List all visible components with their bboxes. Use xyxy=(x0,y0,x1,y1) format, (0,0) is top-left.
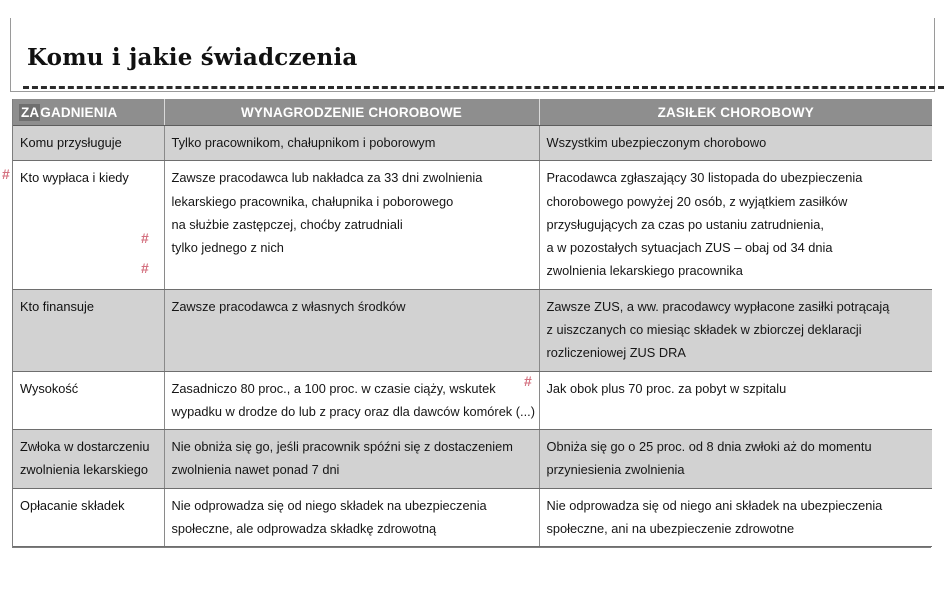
row-cell-col2 xyxy=(164,126,539,161)
table-header xyxy=(13,99,932,126)
column-header-zasilek-chorobowy: ZASIŁEK CHOROBOWY xyxy=(539,99,932,126)
row-cell-col3 xyxy=(539,161,932,289)
cell-line: Zawsze pracodawca z własnych środków xyxy=(171,298,406,314)
revision-hash-icon: # xyxy=(2,166,10,182)
column-header-za-rest: GADNIENIA xyxy=(40,104,118,120)
title-block xyxy=(10,18,935,92)
cell-line: a w pozostałych sytuacjach ZUS – obaj od 34 dnia xyxy=(546,240,833,256)
table-row xyxy=(13,161,932,289)
cell-line: Nie odprowadza się od niego ani składek na ubezpieczenia xyxy=(546,497,883,513)
table-row xyxy=(13,430,932,489)
cell-line: Kto finansuje xyxy=(20,298,94,314)
cell-line: przysługujących za czas po ustaniu zatrudnienia, xyxy=(546,216,824,232)
row-cell-col3 xyxy=(539,488,932,547)
row-cell-col3 xyxy=(539,430,932,489)
row-cell-col3 xyxy=(539,289,932,371)
cell-line: Zwłoka w dostarczeniu xyxy=(20,439,150,455)
row-cell-col2 xyxy=(164,289,539,371)
cell-line: Pracodawca zgłaszający 30 listopada do ubezpieczenia xyxy=(546,170,863,186)
table-body xyxy=(13,126,932,547)
table-row xyxy=(13,126,932,161)
cell-line: Zasadniczo 80 proc., a 100 proc. w czasie ciąży, wskutek xyxy=(171,380,496,396)
row-cell-col2 xyxy=(164,488,539,547)
cell-line: Nie odprowadza się od niego składek na ubezpieczenia xyxy=(171,497,487,513)
cell-line: z uiszczanych co miesiąc składek w zbiorczej deklaracji xyxy=(546,321,862,337)
revision-hash-icon: # xyxy=(141,230,149,246)
comparison-table xyxy=(13,99,932,547)
row-cell-col2 xyxy=(164,371,539,430)
page-title: Komu i jakie świadczenia xyxy=(27,44,358,71)
cell-line: Tylko pracownikom, chałupnikom i poborowym xyxy=(171,135,436,150)
cell-line: Opłacanie składek xyxy=(20,497,125,513)
cell-line: Wysokość xyxy=(20,380,79,396)
row-cell-label xyxy=(13,430,164,489)
cell-line: zwolnienia nawet ponad 7 dni xyxy=(171,462,340,478)
title-dashed-rule xyxy=(23,86,944,89)
cell-line: lekarskiego pracownika, chałupnika i poborowego xyxy=(171,193,454,209)
cell-line: zwolnienia lekarskiego xyxy=(20,462,149,478)
row-cell-col2 xyxy=(164,161,539,289)
cell-line: tylko jednego z nich xyxy=(171,240,284,256)
row-cell-label xyxy=(13,289,164,371)
revision-hash-icon: # xyxy=(524,373,532,389)
column-header-zagadnienia xyxy=(13,99,164,126)
cell-line: Wszystkim ubezpieczonym chorobowo xyxy=(546,135,767,150)
revision-hash-icon: # xyxy=(141,260,149,276)
cell-line: społeczne, ale odprowadza składkę zdrowotną xyxy=(171,520,437,536)
comparison-table-wrapper xyxy=(12,99,931,548)
cell-line: społeczne, ani na ubezpieczenie zdrowotne xyxy=(546,520,795,536)
row-cell-label xyxy=(13,126,164,161)
cell-line: Kto wypłaca i kiedy xyxy=(20,170,129,186)
cell-line: chorobowego powyżej 20 osób, z wyjątkiem zasiłków xyxy=(546,193,848,209)
cell-line: wypadku w drodze do lub z pracy oraz dla dawców komórek (...) xyxy=(171,403,535,419)
cell-line: Jak obok plus 70 proc. za pobyt w szpitalu xyxy=(546,380,787,396)
table-row xyxy=(13,371,932,430)
row-cell-col3 xyxy=(539,126,932,161)
row-cell-label xyxy=(13,488,164,547)
cell-line: Zawsze pracodawca lub nakładca za 33 dni zwolnienia xyxy=(171,170,483,186)
column-header-za-prefix: ZA xyxy=(21,104,40,120)
column-header-wynagrodzenie-chorobowe: WYNAGRODZENIE CHOROBOWE xyxy=(164,99,539,126)
row-cell-col3 xyxy=(539,371,932,430)
cell-line: zwolnienia lekarskiego pracownika xyxy=(546,263,743,279)
row-cell-col2 xyxy=(164,430,539,489)
row-cell-label xyxy=(13,371,164,430)
table-row xyxy=(13,488,932,547)
cell-line: na służbie zastępczej, choćby zatrudniali xyxy=(171,216,403,232)
cell-line: Komu przysługuje xyxy=(20,135,122,150)
cell-line: Obniża się go o 25 proc. od 8 dnia zwłoki aż do momentu xyxy=(546,439,872,455)
cell-line: przyniesienia zwolnienia xyxy=(546,462,685,478)
table-row xyxy=(13,289,932,371)
cell-line: Nie obniża się go, jeśli pracownik spóźni się z dostaczeniem xyxy=(171,439,513,455)
table-header-row xyxy=(13,99,932,126)
cell-line: rozliczeniowej ZUS DRA xyxy=(546,345,686,361)
cell-line: Zawsze ZUS, a ww. pracodawcy wypłacone zasiłki potrącają xyxy=(546,298,890,314)
